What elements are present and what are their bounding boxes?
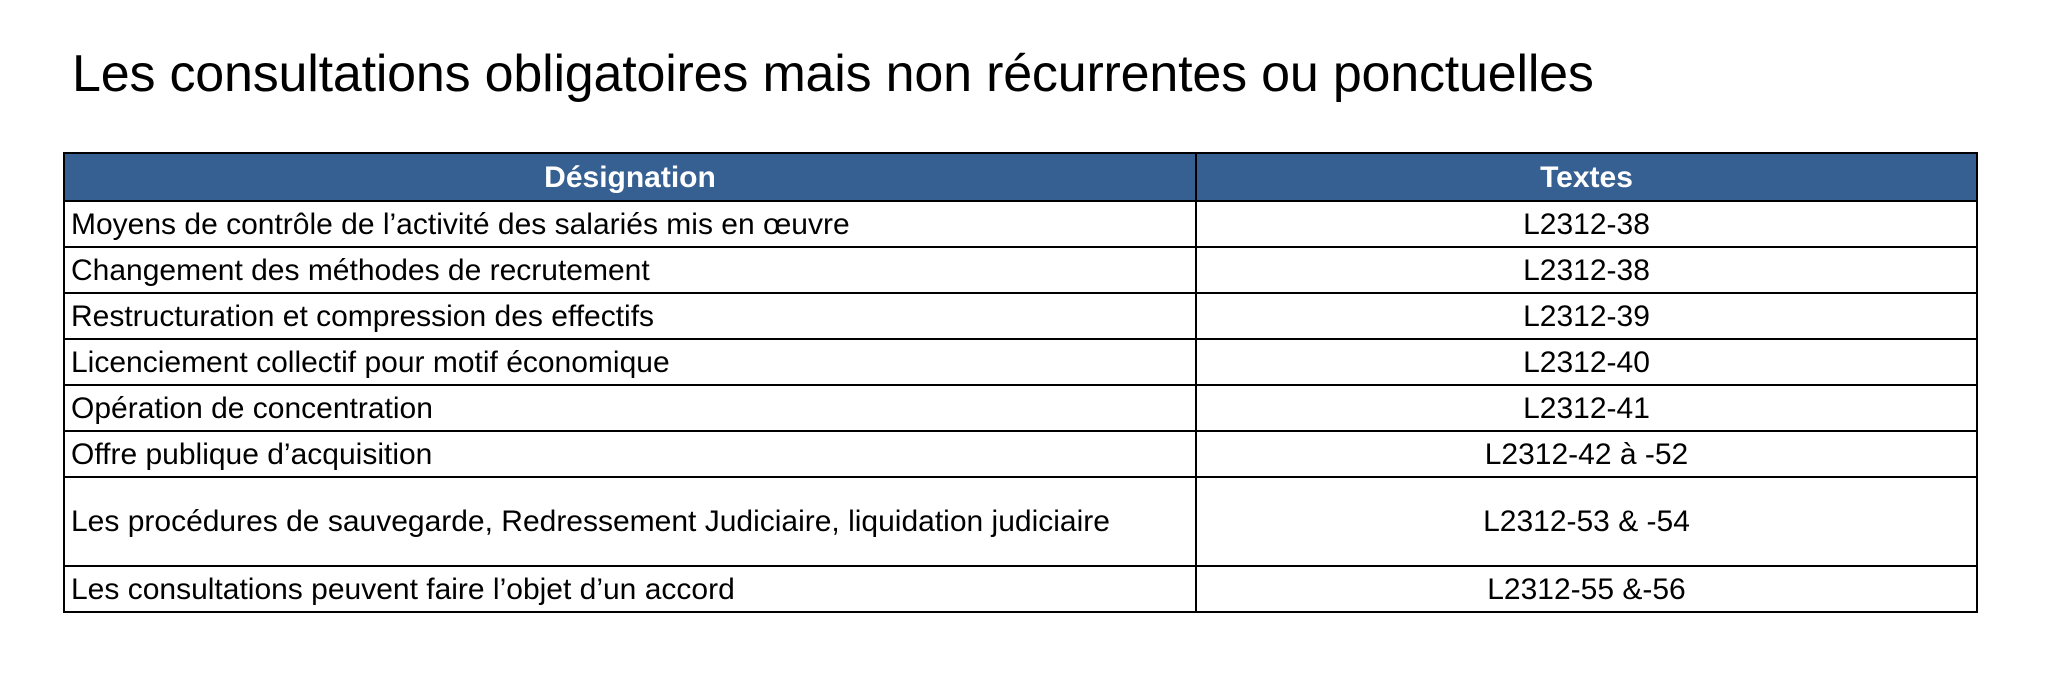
consultations-table xyxy=(63,152,1978,613)
textes-cell: L2312-41 xyxy=(1196,385,1977,431)
table-row xyxy=(64,201,1977,247)
table-row xyxy=(64,431,1977,477)
designation-cell: Changement des méthodes de recrutement xyxy=(64,247,1196,293)
header-textes: Textes xyxy=(1196,153,1977,201)
textes-cell: L2312-39 xyxy=(1196,293,1977,339)
designation-cell: Les consultations peuvent faire l’objet d’un accord xyxy=(64,566,1196,612)
textes-cell: L2312-42 à -52 xyxy=(1196,431,1977,477)
textes-cell: L2312-40 xyxy=(1196,339,1977,385)
designation-cell: Les procédures de sauvegarde, Redressement Judiciaire, liquidation judiciaire xyxy=(64,477,1196,566)
table-header-row xyxy=(64,153,1977,201)
table-row xyxy=(64,247,1977,293)
designation-cell: Restructuration et compression des effectifs xyxy=(64,293,1196,339)
designation-cell: Opération de concentration xyxy=(64,385,1196,431)
page-title: Les consultations obligatoires mais non récurrentes ou ponctuelles xyxy=(72,45,1594,103)
table-row xyxy=(64,566,1977,612)
header-designation: Désignation xyxy=(64,153,1196,201)
textes-cell: L2312-55 &-56 xyxy=(1196,566,1977,612)
textes-cell: L2312-38 xyxy=(1196,201,1977,247)
table-row xyxy=(64,477,1977,566)
table-row xyxy=(64,385,1977,431)
designation-cell: Moyens de contrôle de l’activité des salariés mis en œuvre xyxy=(64,201,1196,247)
designation-cell: Offre publique d’acquisition xyxy=(64,431,1196,477)
table-row xyxy=(64,293,1977,339)
table-row xyxy=(64,339,1977,385)
designation-cell: Licenciement collectif pour motif économique xyxy=(64,339,1196,385)
textes-cell: L2312-53 & -54 xyxy=(1196,477,1977,566)
textes-cell: L2312-38 xyxy=(1196,247,1977,293)
